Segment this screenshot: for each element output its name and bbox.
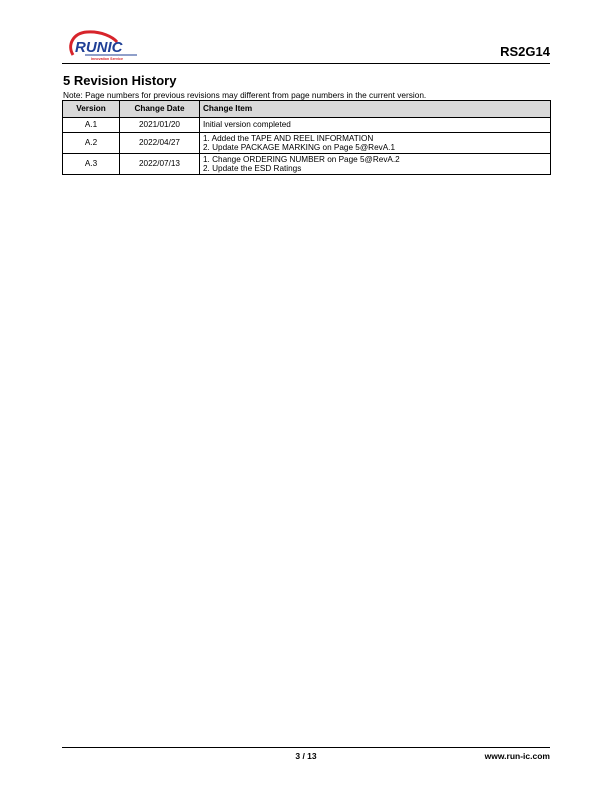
runic-logo (63, 29, 139, 63)
table-row (63, 118, 551, 133)
change-date-cell: 2022/04/27 (120, 133, 200, 154)
revision-history-table (62, 100, 551, 175)
change-item-line: 1. Added the TAPE AND REEL INFORMATION (203, 133, 374, 143)
change-date-cell: 2022/07/13 (120, 154, 200, 175)
column-header-version: Version (63, 101, 120, 118)
website-url: www.run-ic.com (484, 751, 550, 761)
column-header-change-date: Change Date (120, 101, 200, 118)
change-item-line: 2. Update PACKAGE MARKING on Page 5@RevA.1 (203, 143, 396, 152)
change-item-line: 2. Update the ESD Ratings (203, 164, 302, 173)
change-item-line: 1. Change ORDERING NUMBER on Page 5@RevA.2 (203, 154, 400, 164)
document-id: RS2G14 (500, 44, 550, 59)
table-row (63, 154, 551, 175)
table-row (63, 133, 551, 154)
section-title: 5 Revision History (63, 73, 177, 88)
version-cell: A.3 (63, 154, 120, 175)
table-header-row (63, 101, 551, 118)
change-date-cell: 2021/01/20 (120, 118, 200, 133)
page-number: 3 / 13 (295, 751, 317, 761)
header-divider (62, 63, 550, 64)
change-item-cell (200, 133, 551, 154)
revision-note: Note: Page numbers for previous revisions may different from page numbers in the current version. (63, 90, 427, 100)
version-cell: A.1 (63, 118, 120, 133)
change-item-cell (200, 118, 551, 133)
version-cell: A.2 (63, 133, 120, 154)
change-item-line: Initial version completed (203, 120, 291, 130)
change-item-cell (200, 154, 551, 175)
footer-divider (62, 747, 550, 748)
logo-text: RUNIC (75, 39, 123, 56)
column-header-change-item: Change Item (200, 101, 551, 118)
logo-tagline: Innovation Service (91, 57, 123, 61)
